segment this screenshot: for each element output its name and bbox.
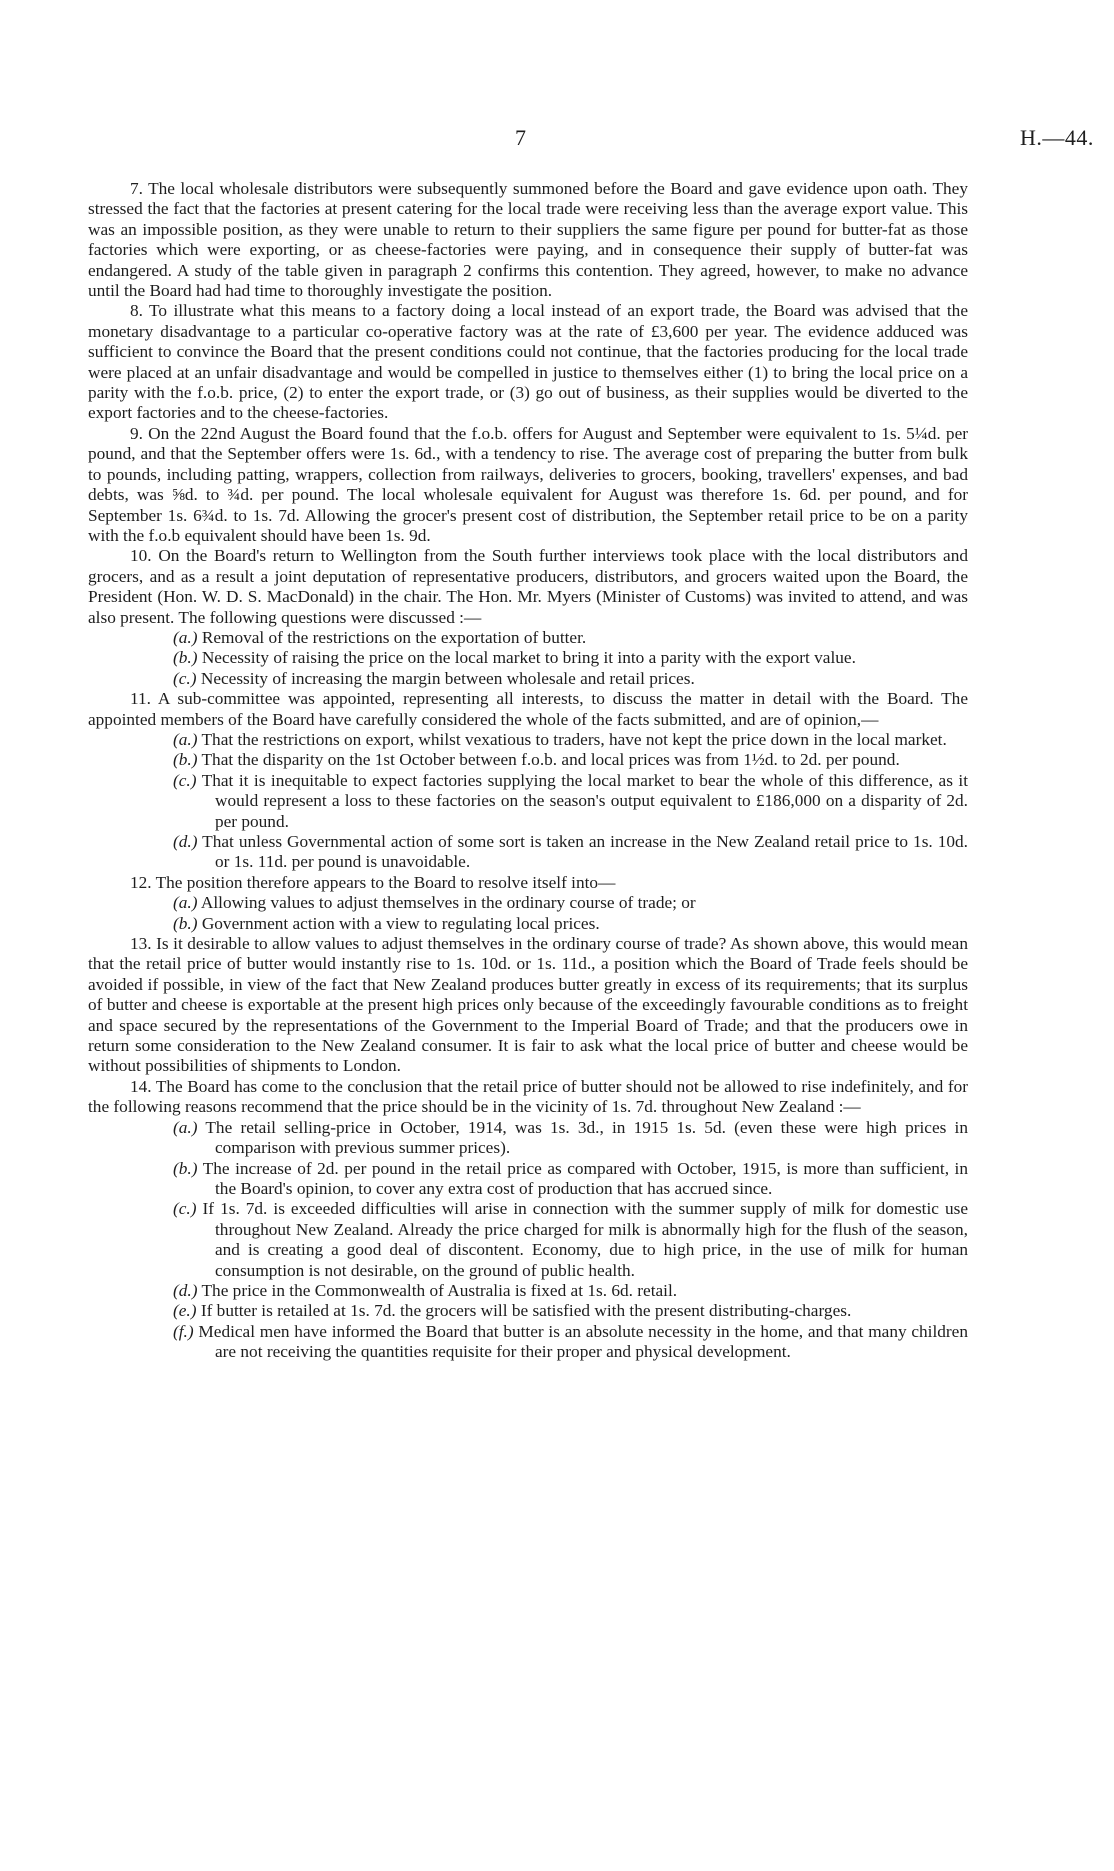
paragraph-14: 14. The Board has come to the conclusion that the retail price of butter should not be allowed to rise indefinitely, and for the following reasons recommend that the price should be in the vicinity of 1s. 7d. throughout New Zealand :— xyxy=(88,1076,968,1117)
paragraph-13: 13. Is it desirable to allow values to adjust themselves in the ordinary course of trade? As shown above, this would mean that the retail price of butter would instantly rise to 1s. 10d. or 1s. 11d., a position which the Board of Trade feels should be avoided if possible, in view of the fact that New Zealand produces butter greatly in excess of its requirements; that its surplus of butter and cheese is exportable at the present high prices only because of the exceedingly favourable conditions as to freight and space secured by the representations of the Government to the Imperial Board of Trade; and that the producers owe in return some consideration to the New Zealand consumer. It is fair to ask what the local price of butter and cheese would be without possibilities of shipments to London. xyxy=(88,934,968,1076)
list-item xyxy=(173,1118,968,1159)
item-text: If butter is retailed at 1s. 7d. the grocers will be satisfied with the present distributing-charges. xyxy=(200,1301,852,1321)
list-item xyxy=(173,1159,968,1200)
item-label: (c.) xyxy=(173,770,197,790)
paragraph-12: 12. The position therefore appears to the Board to resolve itself into— xyxy=(130,872,616,892)
item-text: Necessity of raising the price on the local market to bring it into a parity with the export value. xyxy=(201,648,856,668)
item-label: (d.) xyxy=(173,1280,198,1300)
list-item xyxy=(173,1281,968,1301)
list-item xyxy=(173,893,968,913)
item-text: Removal of the restrictions on the exportation of butter. xyxy=(201,627,587,647)
questions-list xyxy=(88,628,968,689)
item-label: (e.) xyxy=(173,1301,197,1321)
page-number: 7 xyxy=(515,125,526,150)
item-text: That unless Governmental action of some sort is taken an increase in the New Zealand retail price to 1s. 10d. or 1s. 11d. per pound is unavoidable. xyxy=(202,832,968,872)
list-item xyxy=(173,669,968,689)
item-label: (c.) xyxy=(173,1199,197,1219)
document-body xyxy=(88,179,968,1363)
list-item xyxy=(173,771,968,832)
list-item xyxy=(173,832,968,873)
paragraph-9: 9. On the 22nd August the Board found that the f.o.b. offers for August and September were equivalent to 1s. 5¼d. per pound, and that the September offers were 1s. 6d., with a tendency to rise. The average cost of preparing the butter from bulk to pounds, including patting, wrappers, collection from railways, deliveries to grocers, booking, travellers' expenses, and bad debts, was ⅝d. to ¾d. per pound. The local wholesale equivalent for August was therefore 1s. 6d. per pound, and for September 1s. 6¾d. to 1s. 7d. Allowing the grocer's present cost of distribution, the September retail price to be on a parity with the f.o.b equivalent should have been 1s. 9d. xyxy=(88,423,968,545)
item-label: (a.) xyxy=(173,627,198,647)
list-item xyxy=(173,750,968,770)
list-item xyxy=(173,914,968,934)
options-list xyxy=(88,893,968,934)
item-label: (a.) xyxy=(173,729,198,749)
list-item xyxy=(173,1322,968,1363)
item-text: Allowing values to adjust themselves in the ordinary course of trade; or xyxy=(200,893,696,913)
list-item xyxy=(173,1199,968,1281)
paragraph-8: 8. To illustrate what this means to a factory doing a local instead of an export trade, the Board was advised that the monetary disadvantage to a particular co-operative factory was at the rate of £3,600 per year. The evidence adduced was sufficient to convince the Board that the present conditions could not continue, that the factories producing for the local trade were placed at an unfair disadvantage and would be compelled in justice to themselves either (1) to bring the local price on a parity with the f.o.b. price, (2) to enter the export trade, or (3) go out of business, as their supplies would be diverted to the export factories and to the cheese-factories. xyxy=(88,301,968,423)
list-item xyxy=(173,628,968,648)
list-item xyxy=(173,730,968,750)
item-text: That the restrictions on export, whilst vexatious to traders, have not kept the price down in the local market. xyxy=(201,729,947,749)
item-label: (b.) xyxy=(173,1158,198,1178)
item-label: (b.) xyxy=(173,648,198,668)
opinions-list xyxy=(88,730,968,873)
paragraph-11: 11. A sub-committee was appointed, representing all interests, to discuss the matter in detail with the Board. The appointed members of the Board have carefully considered the whole of the facts submitted, and are of opinion,— xyxy=(88,689,968,729)
item-text: The price in the Commonwealth of Australia is fixed at 1s. 6d. retail. xyxy=(201,1280,678,1300)
item-label: (c.) xyxy=(173,668,197,688)
item-label: (a.) xyxy=(173,1117,198,1137)
reasons-list xyxy=(88,1118,968,1363)
document-reference: H.—44. xyxy=(1020,125,1094,150)
item-text: The retail selling-price in October, 1914, was 1s. 3d., in 1915 1s. 5d. (even these were high prices in comparison with previous summer prices). xyxy=(205,1117,968,1158)
list-item xyxy=(173,648,968,668)
item-text: If 1s. 7d. is exceeded difficulties will arise in connection with the summer supply of milk for domestic use throughout New Zealand. Already the price charged for milk is abnormally high for the flush of the season, and is creating a good deal of discontent. Economy, due to high price, in the use of milk for human consumption is not desirable, on the ground of public health. xyxy=(202,1199,969,1280)
item-text: Necessity of increasing the margin between wholesale and retail prices. xyxy=(200,668,695,688)
item-label: (b.) xyxy=(173,750,198,770)
paragraph-7: 7. The local wholesale distributors were subsequently summoned before the Board and gave evidence upon oath. They stressed the fact that the factories at present catering for the local trade were receiving less than the average export value. This was an impossible position, as they were unable to return to their suppliers the same figure per pound for butter-fat as those factories which were exporting, or as cheese-factories were paying, and in consequence their supply of butter-fat was endangered. A study of the table given in paragraph 2 confirms this contention. They agreed, however, to make no advance until the Board had had time to thoroughly investigate the position. xyxy=(88,179,968,301)
list-item xyxy=(173,1301,968,1321)
item-label: (f.) xyxy=(173,1321,194,1341)
item-label: (d.) xyxy=(173,832,198,851)
item-text: Government action with a view to regulating local prices. xyxy=(201,913,600,933)
item-text: Medical men have informed the Board that butter is an absolute necessity in the home, and that many children are not receiving the quantities requisite for their proper and physical development. xyxy=(198,1321,968,1362)
item-label: (b.) xyxy=(173,913,198,933)
item-text: The increase of 2d. per pound in the retail price as compared with October, 1915, is more than sufficient, in the Board's opinion, to cover any extra cost of production that has accrued since. xyxy=(202,1158,968,1198)
item-label: (a.) xyxy=(173,893,198,913)
item-text: That it is inequitable to expect factories supplying the local market to bear the whole of this difference, as it would represent a loss to these factories on the season's output equivalent to £186,000 on a disparity of 2d. per pound. xyxy=(201,770,969,831)
item-text: That the disparity on the 1st October between f.o.b. and local prices was from 1½d. to 2d. per pound. xyxy=(201,750,900,770)
paragraph-10: 10. On the Board's return to Wellington from the South further interviews took place with the local distributors and grocers, and as a result a joint deputation of representative producers, distributors, and grocers waited upon the Board, the President (Hon. W. D. S. MacDonald) in the chair. The Hon. Mr. Myers (Minister of Customs) was invited to attend, and was also present. The following questions were discussed :— xyxy=(88,546,968,627)
